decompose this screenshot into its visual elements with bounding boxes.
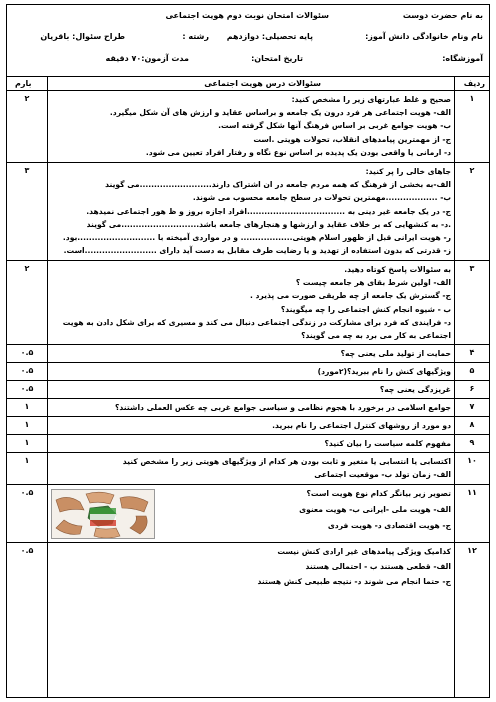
- question-line: اجتماعی به کار می برد به چه می گویند؟: [301, 330, 451, 340]
- question-line: الف- هویت ملی -ایرانی ب- هویت معنوی: [299, 505, 451, 515]
- question-row: [7, 435, 489, 453]
- question-row: [7, 363, 489, 381]
- question-points: ۱: [24, 456, 30, 465]
- question-body: [51, 263, 451, 342]
- question-points: ۱: [24, 438, 30, 447]
- question-points: ۰.۵: [20, 384, 34, 393]
- question-line: غریزدگی یعنی چه؟: [379, 385, 451, 394]
- exam-title: سئوالات امتحان نوبت دوم هویت اجتماعی: [165, 11, 329, 20]
- question-number: ۸: [469, 420, 475, 429]
- hands-map-illustration: [51, 489, 155, 539]
- question-line: ویژگیهای کنش را نام ببرید؟(۲مورد): [317, 367, 451, 376]
- question-number: ۱۲: [467, 546, 477, 555]
- question-line: جاهای خالی را پر کنید:: [365, 167, 451, 176]
- exam-header: [7, 5, 489, 77]
- question-number: ۱۱: [467, 488, 477, 497]
- header-row-1: [7, 7, 489, 25]
- question-line: ج- حتما انجام می شوند د- نتیجه طبیعی کنش هستند: [257, 577, 451, 587]
- question-row: [7, 163, 489, 261]
- table-header: [7, 77, 489, 91]
- question-line: ج- از مهمترین پیامدهای انقلاب، تحولات هویتی .است: [253, 134, 451, 144]
- exam-sheet: [6, 4, 490, 698]
- header-row-2: [7, 28, 489, 46]
- question-number: ۷: [469, 402, 475, 411]
- question-body: [51, 545, 451, 589]
- question-points: ۰.۵: [20, 546, 34, 555]
- exam-date-label: تاریخ امتحان:: [251, 54, 303, 63]
- question-points: ۰.۵: [20, 348, 34, 357]
- question-body: [51, 365, 451, 378]
- question-points: ۰.۵: [20, 366, 34, 375]
- question-line: د- فرایندی که فرد برای مشارکت در زندگی اجتماعی دنبال می کند و مسیری که برای شکل دادن به هویت: [62, 317, 451, 327]
- question-line: صحیح و غلط عبارتهای زیر را مشخص کنید:: [291, 95, 451, 104]
- question-line: ب- هویت جوامع غربی بر اساس فرهنگ آنها شکل گرفته است.: [218, 121, 451, 131]
- question-number: ۶: [469, 384, 475, 393]
- question-row: [7, 91, 489, 163]
- question-points: ۱: [24, 420, 30, 429]
- question-body: [163, 487, 451, 533]
- question-row: [7, 381, 489, 399]
- school-label: آموزشگاه:: [442, 54, 483, 63]
- student-name-label: نام ونام خانوادگی دانش آموز:: [365, 32, 483, 41]
- question-points: ۱: [24, 402, 30, 411]
- question-line: کدامیک ویژگی پیامدهای غیر ارادی کنش نیست: [277, 547, 451, 556]
- question-line: ب- ..................مهمترین تحولات در سطح جامعه محسوب می شوند.: [192, 193, 451, 203]
- question-number: ۴: [469, 348, 475, 357]
- question-line: د- ارمانی یا واقعی بودن یک پدیده بر اساس نوع نگاه و رفتار افراد تعیین می شود.: [145, 147, 451, 157]
- question-line: الف- اولین شرط بقای هر جامعه چیست ؟: [295, 278, 451, 288]
- question-line: الف- هویت اجتماعی هر فرد درون یک جامعه و براساس عقاید و ارزش های آن شکل میگیرد.: [109, 108, 451, 118]
- question-body: [51, 165, 451, 257]
- question-line: جوامع اسلامی در برخورد با هجوم نظامی و سیاسی جوامع غربی چه عکس العملی داشتند؟: [114, 403, 451, 412]
- designer-label: طراح سئوال: باقریان: [40, 32, 125, 41]
- question-number: ۱۰: [467, 456, 477, 465]
- question-number: ۲: [469, 166, 475, 175]
- column-title-header: سئوالات درس هویت اجتماعی: [204, 79, 321, 88]
- question-line: تصویر زیر بیانگر کدام نوع هویت است؟: [306, 489, 451, 498]
- question-line: .د- به کنشهایی که بر خلاف عقاید و ارزشها و هنجارهای جامعه باشد...........................می گویند: [86, 219, 451, 229]
- hands-around-map-icon: [51, 490, 154, 539]
- question-line: دو مورد از روشهای کنترل اجتماعی را نام ببرید.: [272, 421, 451, 430]
- question-line: الف- زمان تولد ب- موقعیت اجتماعی: [314, 470, 451, 480]
- question-line: ج- گسترش یک جامعه از چه طریقی صورت می پذیرد .: [249, 291, 451, 301]
- question-points: ۲: [24, 94, 30, 103]
- question-row: [7, 453, 489, 485]
- question-row: [7, 543, 489, 593]
- question-line: حمایت از تولید ملی یعنی چه؟: [340, 349, 451, 358]
- question-line: ج- هویت اقتصادی د- هویت فردی: [327, 521, 451, 531]
- question-points: ۳: [24, 166, 30, 175]
- question-body: [51, 455, 451, 481]
- question-body: [51, 419, 451, 432]
- question-line: ر- هویت ایرانی قبل از ظهور اسلام هویتی.................. و در مواردی آمیخته با ...........................بود.: [62, 232, 451, 242]
- question-line: ز- قدرتی که بدون استفاده از تهدید و یا رضایت طرف مقابل به دست آید دارای .........................است.: [63, 246, 451, 256]
- question-points: ۲: [24, 264, 30, 273]
- header-row-3: [7, 50, 489, 68]
- field-label: رشته :: [182, 32, 209, 41]
- question-line: ب - شیوه انجام کنش اجتماعی را چه میگویند؟: [280, 304, 451, 314]
- question-row: [7, 485, 489, 543]
- question-number: ۱: [469, 94, 475, 103]
- column-points-header: بارم: [15, 79, 32, 88]
- question-row: [7, 417, 489, 435]
- question-body: [51, 401, 451, 414]
- question-points: ۰.۵: [20, 488, 34, 497]
- question-body: [51, 437, 451, 450]
- question-number: ۳: [469, 264, 475, 273]
- question-row: [7, 261, 489, 345]
- question-row: [7, 345, 489, 363]
- duration-label: مدت آزمون:۷۰ دقیقه: [105, 54, 189, 63]
- question-body: [51, 93, 451, 159]
- question-body: [51, 383, 451, 396]
- question-line: مفهوم کلمه سیاست را بیان کنید؟: [324, 439, 451, 448]
- question-line: ج- در یک جامعه غیر دینی به ..................................افراد اجازه بروز و ظ هور اجتماعی نمیدهد.: [86, 206, 451, 216]
- question-row: [7, 399, 489, 417]
- question-line: الف-به بخشی از فرهنگ که همه مردم جامعه در ان اشتراک دارند.........................می گویند: [105, 180, 451, 190]
- question-line: به سئوالات پاسخ کوتاه دهید.: [344, 265, 451, 274]
- question-line: الف- قطعی هستند ب - احتمالی هستند: [305, 562, 451, 572]
- question-number: ۹: [469, 438, 475, 447]
- question-body: [51, 347, 451, 360]
- basmala-text: به نام حضرت دوست: [402, 11, 483, 20]
- column-num-header: ردیف: [463, 79, 485, 88]
- question-number: ۵: [469, 366, 475, 375]
- grade-label: پایه تحصیلی: دوازدهم: [226, 32, 313, 41]
- question-line: اکتسابی یا انتسابی یا متغیر و ثابت بودن هر کدام از ویژگیهای هویتی زیر را مشخص کنید: [122, 457, 451, 466]
